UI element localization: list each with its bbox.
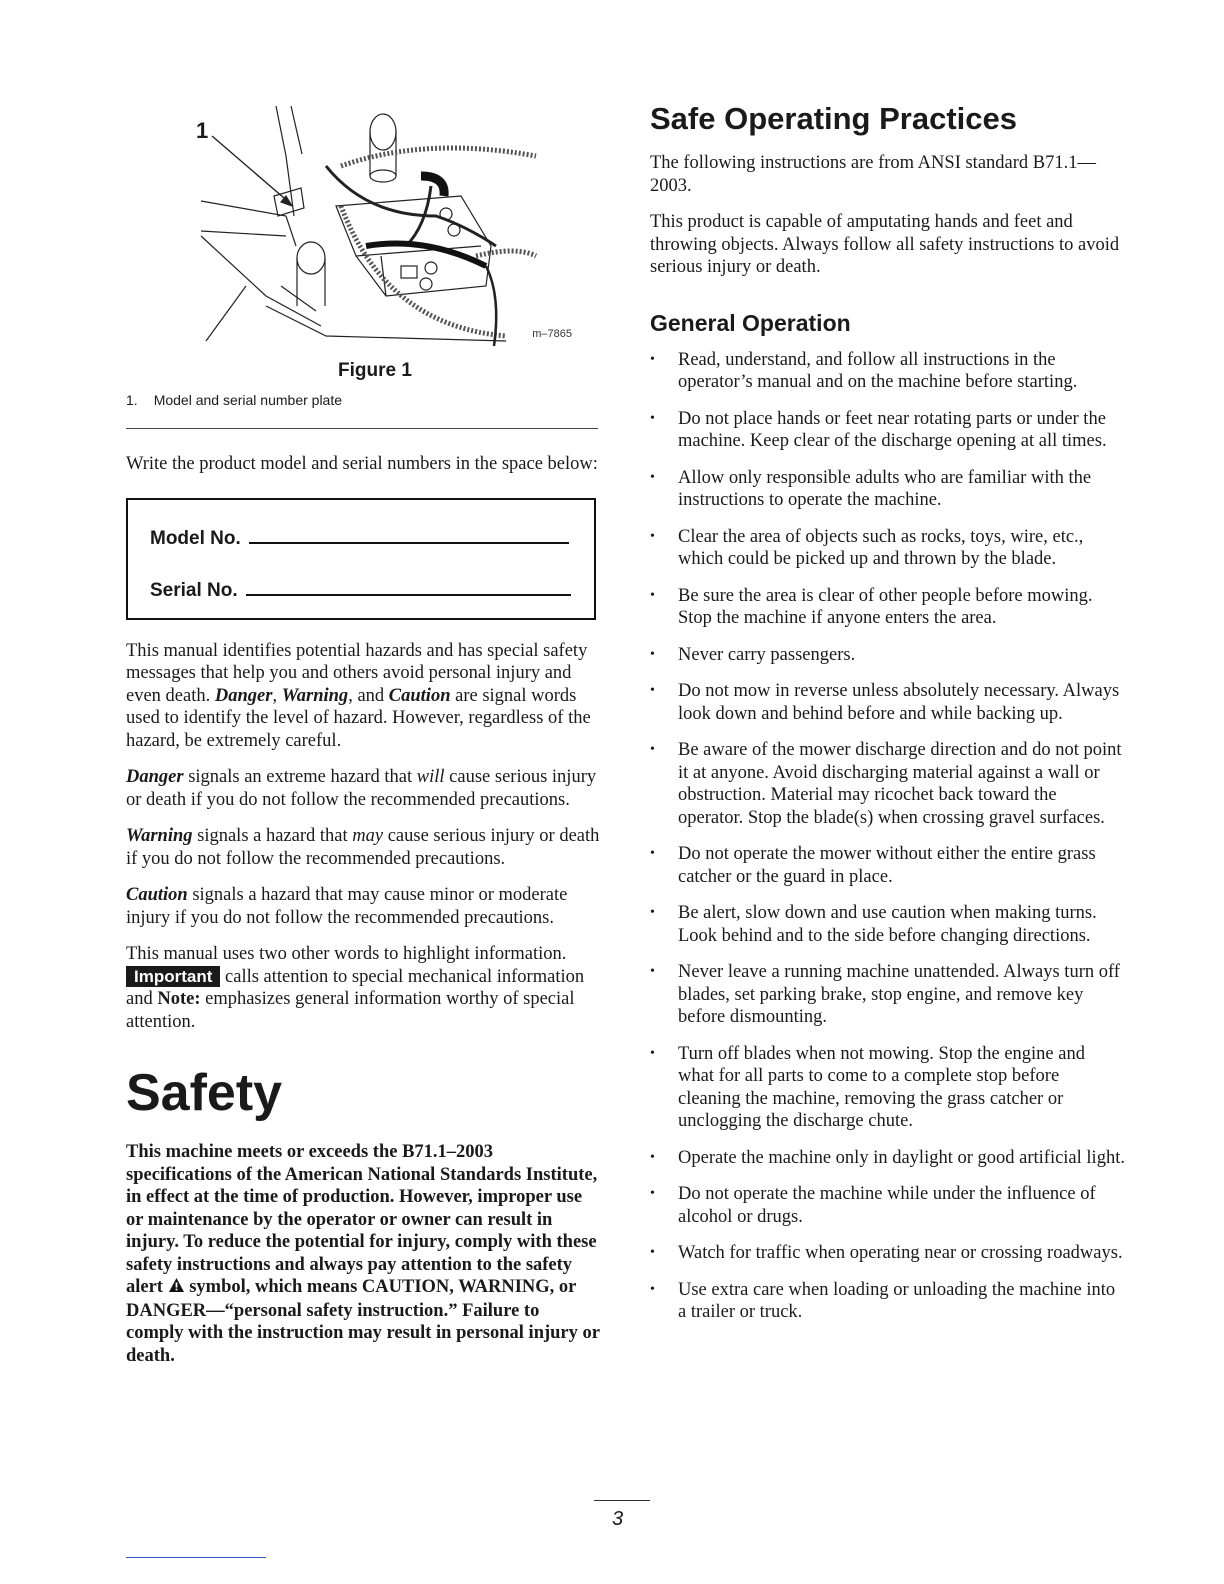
list-item-text: Never carry passengers. [678, 644, 856, 665]
warning-text-b: cause serious injury or death if you do not follow the recommended precautions. [126, 826, 600, 869]
list-item [650, 585, 1125, 630]
bullet-icon: • [650, 1245, 655, 1260]
list-item [650, 843, 1125, 888]
bullet-icon: • [650, 351, 655, 367]
bullet-icon: • [650, 1045, 655, 1061]
page-number-rule [594, 1500, 650, 1501]
bullet-icon: • [650, 528, 655, 544]
safety-heading: Safety [126, 1064, 283, 1122]
bullet-icon: • [650, 846, 655, 861]
list-item-text: Use extra care when loading or unloading the machine into a trailer or truck. [678, 1279, 1116, 1322]
warning-text-a: signals a hazard that [192, 826, 353, 846]
intro-paragraph: Write the product model and serial numbers in the space below: [126, 454, 598, 474]
important-label: Important [126, 966, 220, 987]
operation-rules-list [650, 349, 1125, 1324]
sep-2: , and [348, 685, 389, 706]
list-item [650, 644, 1125, 667]
warning-word: Warning [126, 826, 193, 846]
right-column [650, 96, 1125, 1338]
bullet-icon: • [650, 1186, 655, 1201]
serial-number-box [126, 498, 596, 620]
legend-text: Model and serial number plate [153, 392, 343, 408]
bullet-icon: • [650, 1149, 655, 1165]
list-item [650, 902, 1125, 947]
serial-number-line [246, 594, 571, 596]
list-item-text: Allow only responsible adults who are familiar with the instructions to operate the machine. [678, 467, 1092, 510]
list-item-text: Operate the machine only in daylight or good artificial light. [678, 1147, 1125, 1168]
list-item-text: Be alert, slow down and use caution when making turns. Look behind and to the side before changing directions. [678, 903, 1097, 946]
bullet-icon: • [650, 410, 655, 426]
list-item-text: Clear the area of objects such as rocks, toys, wire, etc., which could be picked up and thrown by the blade. [678, 526, 1084, 569]
list-item [650, 680, 1125, 725]
word-danger: Danger [214, 685, 273, 706]
highlight-paragraph [126, 943, 600, 1033]
figure-1-illustration [126, 96, 600, 354]
subsection-title: General Operation [650, 309, 851, 336]
safety-statement [126, 1141, 600, 1367]
safety-alert-icon [168, 1277, 185, 1300]
model-number-line [249, 542, 569, 544]
danger-warning-paragraph: This product is capable of amputating hands and feet and throwing objects. Always follow all safety instructions to avoid serious injury or death. [650, 212, 1120, 277]
model-number-label: Model No. [150, 527, 241, 549]
safety-text-b: symbol, which means CAUTION, WARNING, or DANGER—“personal safety instruction.” Failure to comply with the instruction may result in personal injury or death. [126, 1277, 600, 1366]
danger-text-a: signals an extreme hazard that [183, 767, 417, 787]
warning-emphasis: may [352, 826, 384, 846]
safety-text-a: This machine meets or exceeds the B71.1–2003 specifications of the American National Standards Institute, in effect at the time of production. However, improper use or maintenance by the operator or owner can result in injury. To reduce the potential for injury, comply with these safety instructions and always pay attention to the safety alert [126, 1142, 598, 1297]
hazard-text-b: are signal words used to identify the level of hazard. However, regardless of the hazard, be extremely careful. [126, 685, 591, 751]
serial-number-label: Serial No. [150, 579, 238, 601]
list-item-text: Be sure the area is clear of other people before mowing. Stop the machine if anyone enters the area. [678, 585, 1093, 628]
hazard-text-a: This manual identifies potential hazards and has special safety messages that help you and others avoid personal injury and even death. [126, 640, 588, 706]
list-item [650, 1147, 1125, 1170]
list-item [650, 961, 1125, 1029]
list-item-text: Never leave a running machine unattended. Always turn off blades, set parking brake, stop engine, and remove key before dismounting. [678, 962, 1120, 1027]
bullet-icon: • [650, 469, 655, 485]
highlight-text-c: emphasizes general information worthy of special attention. [126, 989, 575, 1032]
page-number: 3 [612, 1508, 624, 1530]
list-item [650, 349, 1125, 394]
danger-text-b: cause serious injury or death if you do not follow the recommended precautions. [126, 767, 597, 810]
figure-divider [126, 428, 598, 429]
list-item [650, 1043, 1125, 1133]
callout-number: 1 [196, 118, 209, 143]
caution-word: Caution [126, 885, 188, 905]
figure-legend [126, 392, 600, 408]
highlight-text-a: This manual uses two other words to highlight information. [126, 944, 567, 964]
word-caution: Caution [388, 685, 451, 706]
legend-number: 1. [126, 392, 138, 408]
ansi-paragraph: The following instructions are from ANSI standard B71.1—2003. [650, 153, 1096, 196]
list-item [650, 467, 1125, 512]
list-item [650, 1183, 1125, 1228]
list-item [650, 408, 1125, 453]
list-item-text: Turn off blades when not mowing. Stop the engine and what for all parts to come to a complete stop before cleaning the machine, removing the grass catcher or unclogging the discharge chute. [678, 1043, 1085, 1131]
hazard-paragraph [126, 640, 600, 753]
bullet-icon: • [650, 646, 655, 662]
word-warning: Warning [281, 685, 349, 706]
caution-paragraph [126, 884, 600, 929]
danger-paragraph [126, 766, 600, 811]
list-item-text: Do not place hands or feet near rotating parts or under the machine. Keep clear of the discharge opening at all times. [678, 408, 1107, 451]
list-item-text: Be aware of the mower discharge direction and do not point it at anyone. Avoid discharging material against a wall or obstruction. Material may ricochet back toward the operator. Stop the blade(s) when crossing gravel surfaces. [678, 740, 1122, 828]
bullet-icon: • [650, 905, 655, 920]
list-item [650, 739, 1125, 829]
figure-title: Figure 1 [338, 360, 412, 381]
bullet-icon: • [650, 683, 655, 698]
list-item-text: Do not mow in reverse unless absolutely necessary. Always look down and behind before and while backing up. [678, 681, 1120, 724]
bullet-icon: • [650, 587, 655, 603]
section-title: Safe Operating Practices [650, 101, 1017, 136]
danger-word: Danger [126, 767, 184, 787]
list-item-text: Read, understand, and follow all instructions in the operator’s manual and on the machine before starting. [678, 349, 1078, 392]
footer-rule [126, 1557, 266, 1558]
serial-number-row [150, 580, 571, 602]
bullet-icon: • [650, 964, 655, 979]
list-item-text: Watch for traffic when operating near or crossing roadways. [678, 1243, 1123, 1263]
bullet-icon: • [650, 1281, 655, 1297]
model-number-row [150, 528, 569, 550]
list-item [650, 526, 1125, 571]
list-item-text: Do not operate the machine while under the influence of alcohol or drugs. [678, 1184, 1096, 1227]
figure-code: m–7865 [532, 328, 572, 340]
list-item [650, 1279, 1125, 1324]
list-item [650, 1242, 1125, 1265]
bullet-icon: • [650, 742, 655, 757]
list-item-text: Do not operate the mower without either the entire grass catcher or the guard in place. [678, 844, 1096, 887]
left-column [126, 96, 600, 1386]
highlight-text-b: calls attention to special mechanical information and [126, 966, 585, 1009]
caution-text: signals a hazard that may cause minor or moderate injury if you do not follow the recommended precautions. [126, 885, 568, 928]
danger-emphasis: will [416, 767, 445, 787]
sep-1: , [272, 685, 282, 706]
note-label: Note: [157, 989, 201, 1009]
warning-paragraph [126, 825, 600, 870]
